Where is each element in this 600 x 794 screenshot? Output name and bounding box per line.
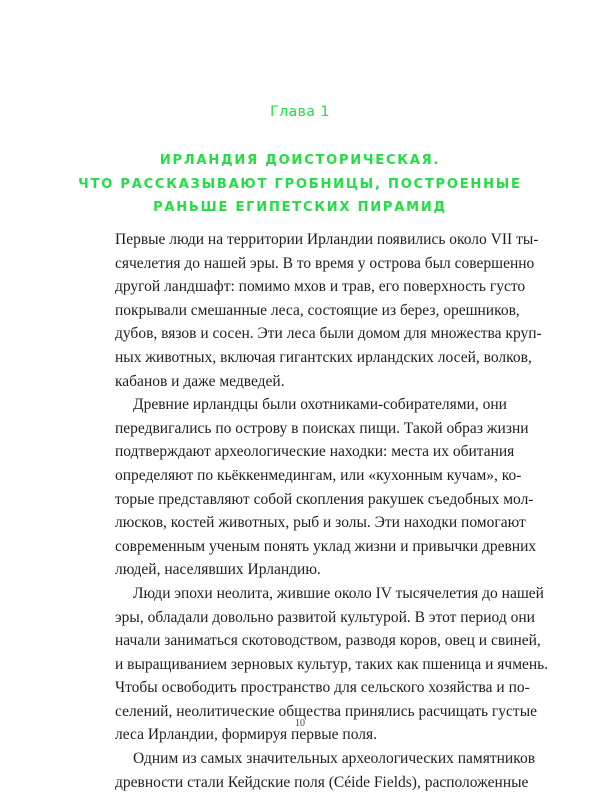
text-line: древности стали Кейдские поля (Céide Fields), расположенные [115, 773, 529, 791]
text-line: торые представляют собой скопления ракушек съедобных мол- [115, 490, 534, 508]
text-line: люсков, костей животных, рыб и золы. Эти находки помогают [115, 514, 526, 532]
text-line: современным ученым понять уклад жизни и привычки древних [115, 537, 537, 555]
text-line: начали заниматься скотоводством, разводя коров, овец и свиней, [115, 632, 541, 650]
text-line: кабанов и даже медведей. [115, 372, 285, 390]
body-text [115, 228, 549, 794]
text-line: дубов, вязов и сосен. Эти леса были домом для множества круп- [115, 325, 542, 343]
text-line: и выращиванием зерновых культур, таких как пшеница и ячмень. [115, 655, 549, 673]
text-line: селений, неолитические общества принялись расчищать густые [115, 702, 537, 720]
text-line: Древние ирландцы были охотниками-собирателями, они [133, 396, 507, 414]
text-line: покрывали смешанные леса, состоящие из берез, орешников, [115, 301, 520, 319]
text-line: Люди эпохи неолита, жившие около IV тысячелетия до нашей [133, 584, 544, 602]
page-number: 10 [295, 718, 305, 729]
text-line: Первые люди на территории Ирландии появились около VII ты- [115, 231, 539, 248]
chapter-title-line: ИРЛАНДИЯ ДОИСТОРИЧЕСКАЯ. [159, 153, 441, 168]
paragraph [115, 747, 536, 794]
chapter-title-line: ЧТО РАССКАЗЫВАЮТ ГРОБНИЦЫ, ПОСТРОЕННЫЕ [78, 176, 522, 192]
text-line: эры, обладали довольно развитой культурой. В этот период они [115, 608, 535, 626]
text-line: Одним из самых значительных археологических памятников [133, 750, 536, 768]
text-line: Чтобы освободить пространство для сельского хозяйства и по- [115, 679, 530, 697]
paragraph [115, 393, 537, 582]
text-line: подтверждают археологические находки: места их обитания [115, 443, 515, 461]
text-line: другой ландшафт: помимо мхов и трав, его поверхность густо [115, 278, 526, 296]
text-line: сячелетия до нашей эры. В то время у острова был совершенно [115, 254, 535, 272]
text-line: передвигались по острову в поисках пищи. Такой образ жизни [115, 419, 529, 437]
chapter-title [0, 149, 600, 220]
text-line: людей, населявших Ирландию. [115, 561, 321, 579]
chapter-title-line: РАНЬШЕ ЕГИПЕТСКИХ ПИРАМИД [153, 200, 447, 215]
chapter-number: Глава 1 [270, 104, 330, 120]
text-line: определяют по кьёккенмедингам, или «кухонным кучам», ко- [115, 466, 522, 484]
text-line: леса Ирландии, формируя первые поля. [115, 726, 378, 744]
text-line: ных животных, включая гигантских ирландских лосей, волков, [115, 348, 532, 366]
paragraph [115, 228, 542, 393]
